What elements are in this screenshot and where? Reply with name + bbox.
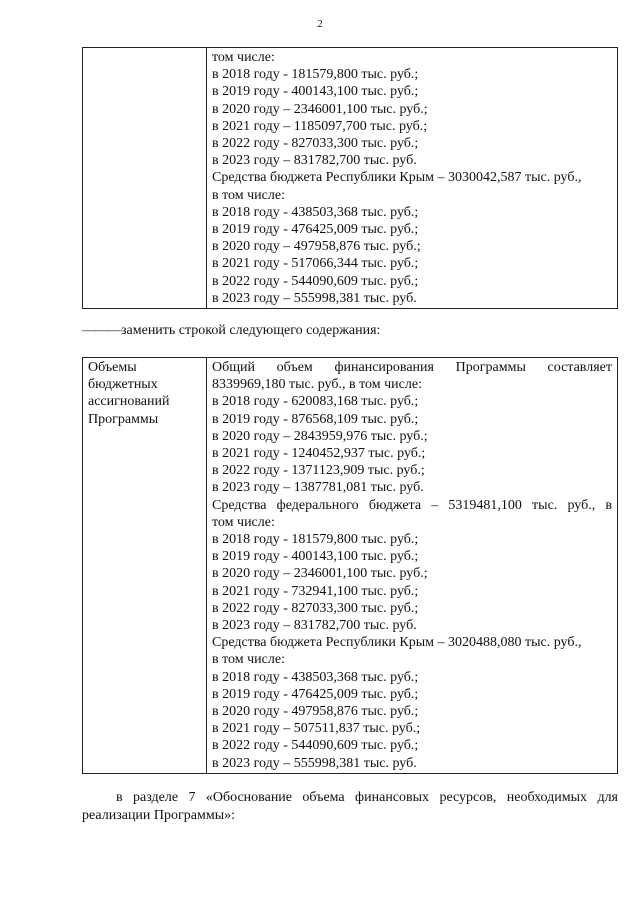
page-number: 2: [317, 18, 323, 30]
old-budget-line: в 2022 году - 827033,300 тыс. руб.;: [212, 136, 419, 152]
crimea-budget-line: в том числе:: [212, 652, 285, 668]
federal-budget-heading: Средства федерального бюджета – 5319481,100 тыс. руб., в: [212, 497, 612, 513]
old-budget-line: в 2019 году - 476425,009 тыс. руб.;: [212, 222, 419, 238]
replace-text: заменить строкой следующего содержания:: [121, 323, 381, 338]
federal-budget-line: в 2018 году - 181579,800 тыс. руб.;: [212, 532, 419, 548]
old-budget-line: в 2020 году – 497958,876 тыс. руб.;: [212, 239, 421, 255]
old-budget-line: в 2023 году – 831782,700 тыс. руб.: [212, 153, 417, 169]
new-budget-line: в 2022 году - 1371123,909 тыс. руб.;: [212, 463, 425, 479]
old-budget-line: том числе:: [212, 50, 275, 65]
new-budget-total-heading: Общий объем финансирования Программы составляет: [212, 360, 612, 375]
crimea-budget-line: в 2018 году - 438503,368 тыс. руб.;: [212, 669, 419, 685]
new-budget-label-line: Объемы: [88, 360, 137, 375]
old-budget-label-cell: [83, 48, 207, 309]
crimea-budget-heading: Средства бюджета Республики Крым – 3020488,080 тыс. руб.,: [212, 635, 582, 651]
federal-budget-line: том числе:: [212, 514, 275, 530]
old-budget-line: в 2021 году – 1185097,700 тыс. руб.;: [212, 118, 428, 134]
old-budget-line: в том числе:: [212, 187, 285, 203]
federal-budget-line: в 2023 году – 831782,700 тыс. руб.: [212, 618, 417, 634]
old-budget-table: [82, 47, 618, 309]
old-budget-line: в 2023 году – 555998,381 тыс. руб.: [212, 290, 417, 306]
old-budget-values-cell: [207, 48, 618, 309]
new-budget-label-cell: [83, 358, 207, 774]
crimea-budget-line: в 2021 году – 507511,837 тыс. руб.;: [212, 721, 421, 737]
new-budget-line: в 2018 году - 620083,168 тыс. руб.;: [212, 394, 419, 410]
crimea-budget-line: в 2023 году – 555998,381 тыс. руб.: [212, 755, 417, 771]
crimea-budget-line: в 2022 году - 544090,609 тыс. руб.;: [212, 738, 419, 754]
old-budget-line: в 2022 году - 544090,609 тыс. руб.;: [212, 273, 419, 289]
federal-budget-line: в 2020 году – 2346001,100 тыс. руб.;: [212, 566, 428, 582]
new-budget-line: в 2020 году – 2843959,976 тыс. руб.;: [212, 428, 428, 444]
replace-dash: ———: [82, 323, 121, 338]
paragraph-line: в разделе 7 «Обоснование объема финансовых ресурсов, необходимых для: [116, 790, 618, 805]
federal-budget-line: в 2022 году - 827033,300 тыс. руб.;: [212, 600, 419, 616]
new-budget-line: в 2019 году - 876568,109 тыс. руб.;: [212, 411, 419, 427]
new-budget-label-line: Программы: [88, 411, 159, 427]
federal-budget-line: в 2021 году - 732941,100 тыс. руб.;: [212, 583, 419, 599]
old-budget-line: в 2018 году - 181579,800 тыс. руб.;: [212, 67, 419, 83]
old-budget-line: в 2021 году - 517066,344 тыс. руб.;: [212, 256, 419, 272]
crimea-budget-line: в 2019 году - 476425,009 тыс. руб.;: [212, 686, 419, 702]
old-budget-line: в 2020 году – 2346001,100 тыс. руб.;: [212, 101, 428, 117]
replace-instruction: [82, 323, 380, 339]
new-budget-label-line: бюджетных: [88, 377, 158, 393]
new-budget-line: в 2023 году – 1387781,081 тыс. руб.: [212, 480, 424, 496]
new-budget-values-cell: [207, 358, 618, 774]
section-7-paragraph: [82, 789, 618, 824]
crimea-budget-line: в 2020 году - 497958,876 тыс. руб.;: [212, 704, 419, 720]
new-budget-table: [82, 357, 618, 774]
old-budget-line: в 2018 году - 438503,368 тыс. руб.;: [212, 204, 419, 220]
federal-budget-line: в 2019 году - 400143,100 тыс. руб.;: [212, 549, 419, 565]
paragraph-line: реализации Программы»:: [82, 807, 236, 823]
old-budget-line: в 2019 году - 400143,100 тыс. руб.;: [212, 84, 419, 100]
new-budget-line: 8339969,180 тыс. руб., в том числе:: [212, 377, 422, 393]
old-budget-line: Средства бюджета Республики Крым – 3030042,587 тыс. руб.,: [212, 170, 582, 186]
new-budget-line: в 2021 году - 1240452,937 тыс. руб.;: [212, 446, 426, 462]
new-budget-label-line: ассигнований: [88, 394, 170, 410]
